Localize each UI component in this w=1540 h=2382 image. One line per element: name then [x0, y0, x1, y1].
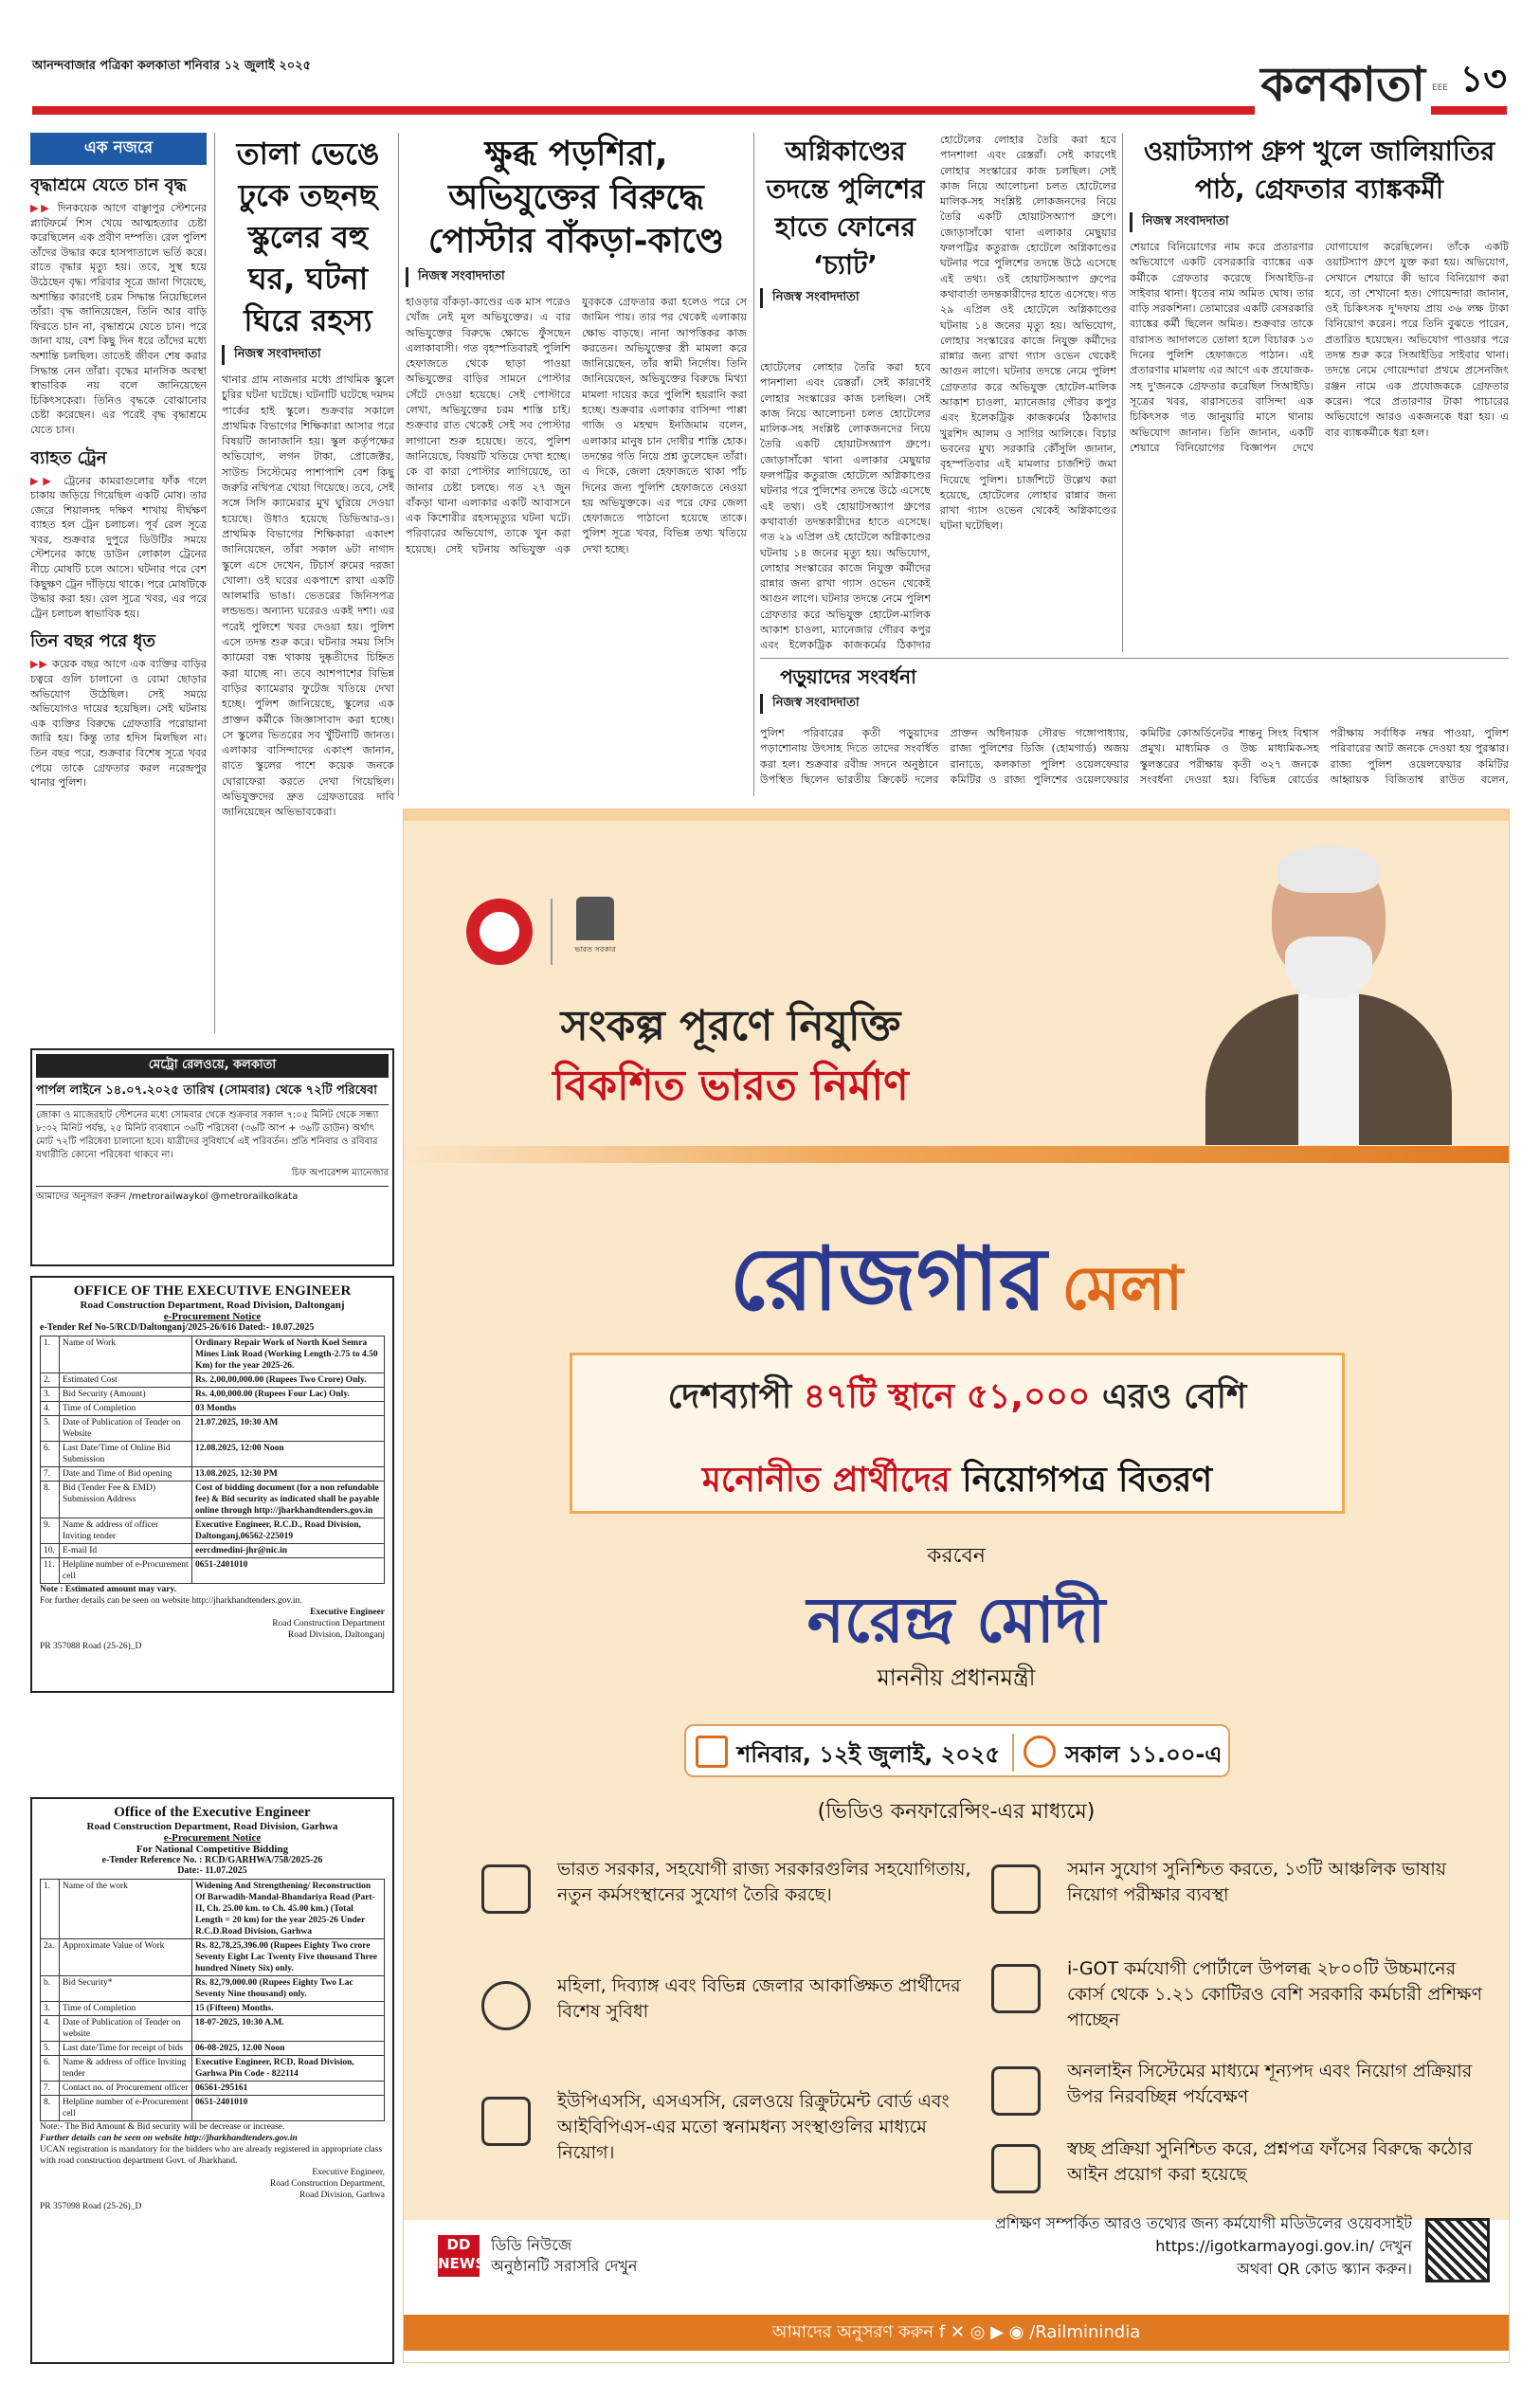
- tender-cell-n: 8.: [41, 2096, 60, 2121]
- tender-sign: Executive Engineer: [310, 1608, 385, 1617]
- tender-cell-n: 7.: [41, 2082, 60, 2096]
- tender-cell-label: Name of Work: [60, 1336, 192, 1373]
- tender-cell-value: 0651-2401010: [192, 1558, 385, 1584]
- tender-cell-n: 1.: [41, 1336, 60, 1373]
- tender-cell-label: Bid Security*: [60, 1976, 192, 2002]
- mela-word: মেলা: [1061, 1254, 1184, 1324]
- tender-cell-n: 2a.: [41, 1939, 60, 1976]
- tender-cell-n: 3.: [41, 1388, 60, 1402]
- bullet-icon: ▶▶: [30, 474, 56, 487]
- tender-cell-value: 12.08.2025, 12:00 Noon: [192, 1442, 385, 1467]
- tender-row: [41, 1373, 385, 1388]
- section-title: কলকাতা: [1255, 51, 1431, 118]
- metro-header: মেট্রো রেলওয়ে, কলকাতা: [36, 1054, 389, 1078]
- section-rule: [760, 658, 1509, 659]
- tender-cell-label: Name & address of office Inviting tender: [60, 2056, 192, 2082]
- tender-cell-value: Executive Engineer, RCD, Road Division, Garhwa Pin Code - 822114: [192, 2056, 385, 2082]
- people-icon: [481, 1864, 531, 1914]
- ad-ribbon: [404, 1146, 1509, 1163]
- tender-cell-n: b.: [41, 1976, 60, 2002]
- brief-title: ব্যাহত ট্রেন: [30, 447, 107, 468]
- ad-highlight-box: [570, 1353, 1345, 1514]
- pm-portrait: [1187, 832, 1471, 1145]
- tender-cell-label: Bid Security (Amount): [60, 1388, 192, 1402]
- tender-row: [41, 1467, 385, 1482]
- tender-ucan: UCAN registration is mandatory for the bidders who are already registered in appropriate class with road construction department Govt. of Jharkhand.: [40, 2145, 383, 2166]
- tender-row: [41, 2002, 385, 2016]
- column-rule: [214, 133, 215, 1033]
- story-headline: ওয়াটস্যাপ গ্রুপ খুলে জালিয়াতির পাঠ, গ্রেফতার ব্যাঙ্ককর্মী: [1143, 136, 1495, 205]
- ad-box-line-1: দেশব্যাপী ৪৭টি স্থানে ৫১,০০০ এরও বেশি: [667, 1377, 1247, 1416]
- tender-cell-value: Rs. 4,00,000.00 (Rupees Four Lac) Only.: [192, 1388, 385, 1402]
- tender-row: [41, 2042, 385, 2056]
- tender-dept: Road Construction Department, Road Division, Daltonganj: [80, 1300, 345, 1311]
- tender-sign: Road Division, Garhwa: [299, 2191, 385, 2200]
- event-mode: (ভিডিও কনফারেন্সিং-এর মাধ্যমে): [817, 1800, 1096, 1824]
- tender-row: [41, 1880, 385, 1939]
- tender-cell-n: 6.: [41, 1442, 60, 1467]
- karmayogi-link[interactable]: https://igotkarmayogi.gov.in/ দেখুন: [1155, 2237, 1412, 2255]
- gavel-icon: [991, 2144, 1041, 2193]
- tender-table: [40, 1336, 385, 1584]
- metro-body: জোকা ও মাজেরহাট স্টেশনের মধ্যে সোমবার থেকে শুক্রবার সকাল ৭:০৫ মিনিট থেকে সন্ধ্যা ৮:৩২ মিনিট পর্যন্ত, ২৫ মিনিট ব্যবধানে ৩৬টি পরিষেবা (৩৬টি আপ + ৩৬টি ডাউন) অর্থাৎ মোট ৭২টি পরিষেবা চালানো হবে। যাত্রীদের সুবিধার্থে এই পরিবর্তন। প্রতি শনিবার ও রবিবার যথারীতি কোনো পরিষেবা থাকবে না।: [36, 1110, 379, 1160]
- ad-headline-2: বিকশিত ভারত নির্মাণ: [553, 1062, 909, 1110]
- ad-karben: করবেন: [927, 1544, 986, 1568]
- tender-cell-label: Last Date/Time of Online Bid Submission: [60, 1442, 192, 1467]
- tender-row: [41, 1442, 385, 1467]
- tender-pr: PR 357088 Road (25-26)_D: [40, 1642, 142, 1651]
- emblem-caption: ভারত সরকার: [574, 945, 616, 954]
- tender-row: [41, 1544, 385, 1558]
- social-handle[interactable]: /Railminindia: [1029, 2322, 1141, 2342]
- ad-feature: ইউপিএসসি, এসএসসি, রেলওয়ে রিক্রুটমেন্ট বোর্ড এবং আইবিপিএস-এর মতো স্বনামধন্য সংস্থাগুলির মাধ্যমে নিয়োগ।: [481, 2089, 984, 2193]
- tender-cell-n: 11.: [41, 1558, 60, 1584]
- tender-sign: Road Construction Department: [272, 1619, 385, 1628]
- tender-cell-label: Time of Completion: [60, 1402, 192, 1416]
- bullet-icon: ▶▶: [30, 202, 52, 214]
- event-when: [684, 1724, 1230, 1777]
- ad-feature: ভারত সরকার, সহযোগী রাজ্য সরকারগুলির সহযোগিতায়, নতুন কর্মসংস্থানের সুযোগ তৈরি করছে।: [481, 1857, 984, 1961]
- tender-row: [41, 1416, 385, 1442]
- tender-cell-label: E-mail Id: [60, 1544, 192, 1558]
- tender-title: OFFICE OF THE EXECUTIVE ENGINEER: [73, 1283, 352, 1299]
- ad-social-bar: আমাদের অনুসরণ করুন f ✕ ◎ ▶ ◉ /Railminindia: [404, 2315, 1509, 2351]
- tender-row: [41, 2082, 385, 2096]
- ad-headline-1: সংকল্প পূরণে নিযুক্তি: [560, 1002, 901, 1050]
- sidebar-briefs: [30, 133, 207, 1033]
- brief-text: ▶▶ ট্রেনের কামরাগুলোর ফাঁক গলে চাকায় জড়িয়ে গিয়েছিল একটি মোষ। তার জেরে শিয়ালদহ দক্ষিণ শাখায় দীর্ঘক্ষণ ব্যাহত হল ট্রেন চলাচল। পূর্ব রেল সূত্রে খবর, শুক্রবার দুপুরে ডিউটির সময়ে স্টেশনের কাছে ডাউন লোকাল ট্রেনের নীচে মোষটি চলে আসে। ঘটনার পরে বেশ কিছুক্ষণ ট্রেন দাঁড়িয়ে থাকে। পরে মোষটিকে উদ্ধার করা হয়। রেল সূত্রে খবর, এর পরে ট্রেন চলাচল স্বাভাবিক হয়।: [30, 474, 207, 620]
- story-byline: নিজস্ব সংবাদদাতা: [222, 345, 394, 365]
- tender-cell-n: 4.: [41, 1402, 60, 1416]
- ad-feature: অনলাইন সিস্টেমের মাধ্যমে শূন্যপদ এবং নিয়োগ প্রক্রিয়ার উপর নিরবচ্ছিন্ন পর্যবেক্ষণ: [991, 2059, 1494, 2163]
- tender-cell-value: 03 Months: [192, 1402, 385, 1416]
- tender-row: [41, 1558, 385, 1584]
- tender-note: Note : Estimated amount may vary.: [40, 1585, 177, 1594]
- brief-text: ▶▶ কয়েক বছর আগে এক ব্যক্তির বাড়ির চত্বরে গুলি চালানো ও বোমা ছোড়ার অভিযোগ উঠেছিল। সেই সময়ে অভিযোগও দায়ের হয়েছিল। সেই ঘটনায় এক ব্যক্তির বিরুদ্ধে গ্রেফতারি পরোয়ানা জারি হয়। কিন্তু তার হদিস মিলছিল না। তিন বছর পরে, শুক্রবার বিশেষ সূত্রে খবর পেয়ে তাকে গ্রেফতার করল নরেন্দ্রপুর থানার পুলিশ।: [30, 658, 207, 790]
- tender-cell-label: Approximate Value of Work: [60, 1939, 192, 1976]
- rozgar-mela-title: [404, 1211, 1509, 1357]
- rozgar-word: রোজগার: [729, 1228, 1047, 1330]
- masthead: [32, 51, 1507, 125]
- tender-cell-label: Contact no. of Procurement officer: [60, 2082, 192, 2096]
- tender-cell-value: 18-07-2025, 10:30 A.M.: [192, 2016, 385, 2042]
- column-rule: [1122, 133, 1123, 652]
- tender-cell-label: Last date/Time for receipt of bids: [60, 2042, 192, 2056]
- tender-cell-n: 5.: [41, 2042, 60, 2056]
- tender-cell-n: 1.: [41, 1880, 60, 1939]
- tender-row: [41, 1388, 385, 1402]
- tender-cell-n: 2.: [41, 1373, 60, 1388]
- tender-row: [41, 1518, 385, 1544]
- story-body: শেয়ারে বিনিয়োগের নাম করে প্রতারণার অভিযোগে একটি বেসরকারি ব্যাঙ্কের এক কর্মীকে গ্রেফতার করেছে সিআইডি-র সাইবার থানা। ধৃতের নাম অমিত ঘোষ। তার বাড়ি সরকশিনা। তোমারের একটি বেসরকারি ব্যাঙ্কের কর্মী ছিলেন অমিত। শুক্রবার তাকে বারাসত আদালতে তোলা হলে বিচারক ১৩ দিনের পুলিশি হেফাজতে পাঠান। এই প্রতারণার মামলায় এর আগে এক প্রযোজক-সহ দু'জনকে গ্রেফতার করেছিল সিআইডি। সূত্রের খবর, বারাসতের বাসিন্দা এক চিকিৎসক গত জানুয়ারি মাসে থানায় অভিযোগ জানান। তিনি জানান, একটি শেয়ারে বিনিয়োগের বিজ্ঞাপন দেখে যোগাযোগ করেছিলেন। তাঁকে একটি ওয়াটস্যাপ গ্রুপে যুক্ত করা হয়। অভিযোগ, সেখানে শেয়ারে কী ভাবে বিনিয়োগ করা হবে, তা শেখানো হত। গোয়েন্দারা জানান, ওই চিকিৎসক দু'দফায় প্রায় ৩৬ লক্ষ টাকা বিনিয়োগ করেন। পরে তিনি বুঝতে পারেন, প্রতারিত হয়েছেন। অভিযোগ পাওয়ার পরে তদন্ত শুরু করে সিআইডির সাইবার থানা। তদন্তে নেমে গোয়েন্দারা প্রথমে প্রসেনজিৎ রঞ্জন নামে এক প্রযোজককে গ্রেফতার করেন। পরে প্রতারণার টাকা পাচারের অভিযোগে আরও একজনকে ধরা হয়। এ বার ব্যাঙ্ককর্মীকে ধরা হল।: [1130, 241, 1509, 454]
- story-whatsapp-fraud: [1130, 133, 1509, 652]
- tender-row: [41, 1336, 385, 1373]
- tender-row: [41, 1402, 385, 1416]
- clock-icon: [1024, 1736, 1056, 1768]
- ad-feature: i-GOT কর্মযোগী পোর্টালে উপলব্ধ ২৮০০টি উচ্চমানের কোর্স থেকে ১.২১ কোটিরও বেশি সরকারি কর্মচারী প্রশিক্ষণ পাচ্ছেন: [991, 1956, 1494, 2061]
- story-headline: তালা ভেঙে ঢুকে তছনছ স্কুলের বহু ঘর, ঘটনা ঘিরে রহস্য: [236, 136, 380, 338]
- railway-logo-icon: [466, 899, 533, 965]
- dd-news-text: ডিডি নিউজে অনুষ্ঠানটি সরাসরি দেখুন: [491, 2236, 638, 2275]
- emblem-seal-icon: [576, 897, 614, 940]
- page-number: ১৩: [1459, 58, 1507, 100]
- tender-sign: Executive Engineer,: [312, 2168, 385, 2177]
- tender-cell-label: Time of Completion: [60, 2002, 192, 2016]
- karmayogi-info: প্রশিক্ষণ সম্পর্কিত আরও তথ্যের জন্য কর্মযোগী মডিউলের ওয়েবসাইট https://igotkarmayogi.gov.in/ দেখুন অথবা QR কোড স্ক্যান করুন।: [994, 2214, 1412, 2278]
- tender-cell-n: 6.: [41, 2056, 60, 2082]
- tender-cell-label: Date and Time of Bid opening: [60, 1467, 192, 1482]
- tender-cell-label: Name of the work: [60, 1880, 192, 1939]
- story-byline: নিজস্ব সংবাদদাতা: [760, 288, 931, 308]
- tender-row: [41, 1482, 385, 1518]
- tender-cell-value: Ordinary Repair Work of North Koel Semra Mines Link Road (Working Length-2.75 to 4.50 Km) for the year 2025-26.: [192, 1336, 385, 1373]
- brief-text: ▶▶ দিনকয়েক আগে বাঞ্ছাপুর স্টেশনের প্ল্যাটফর্মে শিস খেয়ে আত্মহত্যার চেষ্টা করেছিলেন এক প্রবীণ দম্পতি। রেল পুলিশ তাঁদের উদ্ধার করে হাসপাতালে ভর্তি করে। রাতে বৃদ্ধার মৃত্যু হয়। তবে, সুস্থ হয়ে উঠেছেন বৃদ্ধ। পরিবার সূত্রে জানা গিয়েছে, অশান্তির কারণেই চরম সিদ্ধান্ত নিয়েছিলেন তাঁরা। বৃদ্ধ জানিয়েছেন, তিনি আর বাড়ি ফিরতে চান না, বৃদ্ধাশ্রমে যেতে চান। পরে জানা যায়, বেশ কিছু দিন ধরে তাঁদের মধ্যে অশান্তি চলছিল। তাতেই জীবন শেষ করার সিদ্ধান্ত নেন তাঁরা। বৃদ্ধের মানসিক অবস্থা স্বাভাবিক নয় বলে জানিয়েছেন চিকিৎসকেরা। তিনিও বৃদ্ধকে বোঝানোর চেষ্টা করেছেন। এর পরেই বৃদ্ধ বৃদ্ধাশ্রমে যেতে চান।: [30, 202, 207, 436]
- exam-icon: [481, 2097, 531, 2146]
- event-date: শনিবার, ১২ই জুলাই, ২০২৫: [737, 1741, 1001, 1768]
- emblem-icon: [567, 897, 624, 961]
- metro-notice: [30, 1048, 394, 1266]
- story-fire-continued: হোটেলের লোহার তৈরি করা হবে পানশালা এবং রেস্তরাঁ। সেই কারণেই লোহার সংস্কারের কাজ চলছিল। সেই কাজ নিয়ে আলোচনা চলত হোটেলের মালিক-সহ সংশ্লিষ্ট লোকজনদের নিয়ে তৈরি একটি হোয়াটসঅ্যাপ গ্রুপে। জোড়াসাঁকো থানা এলাকার মেছুয়ার ফলপট্টির কতুরাজ হোটেলে অগ্নিকাণ্ডের ঘটনার পরে পুলিশের তদন্তে উঠে এসেছে এই তথ্য। ওই হোয়াটসঅ্যাপ গ্রুপের কথাবার্তা তদন্তকারীদের হাতে এসেছে। গত ২৯ এপ্রিল ওই হোটেলে অগ্নিকাণ্ডের ঘটনায় ১৪ জনের মৃত্যু হয়। অভিযোগ, লোহার সংস্কারের কাজে নিযুক্ত কর্মীদের রান্নার জন্য রাখা গ্যাস ওভেন থেকেই আগুন লাগে। ঘটনার তদন্তে নেমে পুলিশ গ্রেফতার করে অভিযুক্ত হোটেল-মালিক আকাশ চাওলা, ম্যানেজার গৌরব কপুর এবং ইলেকট্রিক কাজকর্মের ঠিকাদার খুরশিদ আলম ও সাগির আলিকে। বিচার ভবনের মুখ্য সরকারি কৌঁসুলি জানান, বৃহস্পতিবার এই মামলার চার্জশিট জমা দিয়েছে পুলিশ। চার্জশিটে উল্লেখ করা হয়েছে, হোটেলের লোহার রান্নার জন্য রাখা গ্যাস ওভেন থেকেই অগ্নিকাণ্ডের ঘটনা ঘটেছিল।: [940, 134, 1116, 533]
- monitor-icon: [991, 2066, 1041, 2116]
- story-school-break-in: [222, 133, 394, 1033]
- tender-cell-label: Name & address of officer Inviting tender: [60, 1518, 192, 1544]
- tender-cell-value: Rs. 82,78,25,396.00 (Rupees Eighty Two crore Seventy Eight Lac Twenty Five thousand Three hundred Ninety Six) only.: [192, 1939, 385, 1976]
- logo-separator: [551, 899, 553, 965]
- tender-cell-value: Widening And Strengthening/ Reconstruction Of Barwadih-Mandal-Bhandariya Road (Part-II, Ch. 25.00 km. to Ch. 45.00 km.) (Total Length = 20 km) for the year 2025-26 Under R.C.D.Road Division, Garhwa: [192, 1880, 385, 1939]
- tender-cell-value: Rs. 82,79,000.00 (Rupees Eighty Two Lac Seventy Nine thousand) only.: [192, 1976, 385, 2002]
- tender-ref: e-Tender Reference No. : RCD/GARHWA/758/2025-26: [101, 1855, 323, 1865]
- tender-further: Further details can be seen on website http://jharkhandtenders.gov.in: [40, 2134, 298, 2143]
- ad-top-band: [404, 809, 1509, 821]
- metro-follow: আমাদের অনুসরণ করুন /metrorailwaykol @metrorailkolkata: [36, 1186, 389, 1206]
- training-icon: [991, 1964, 1041, 2013]
- story-byline: নিজস্ব সংবাদদাতা: [760, 694, 936, 714]
- column-rule: [398, 133, 399, 796]
- tender-row: [41, 1976, 385, 2002]
- dd-news-logo: DD NEWS: [438, 2235, 480, 2277]
- story-body: হাওড়ার বাঁকড়া-কাণ্ডের এক মাস পরেও খোঁজ নেই মূল অভিযুক্তের। এ বার অভিযুক্তের বিরুদ্ধে ক্ষোভে ফুঁসছেন এলাকাবাসী। গত বৃহস্পতিবারই পুলিশি হেফাজতে থেকে ছাড়া পাওয়া অভিযুক্তের বাড়ির সামনে পোস্টার সেঁটে দেওয়া হয়েছে। সেই পোস্টারে লেখা, অভিযুক্তের চরম শাস্তি চাই। শুক্রবার রাত থেকেই সেই সব পোস্টার লাগানো শুরু হয়েছে। তবে, পুলিশ জানিয়েছে, বিষয়টি খতিয়ে দেখা হচ্ছে। কে বা কারা পোস্টার লাগিয়েছে, তা জানার চেষ্টা চলছে। গত ২৭ জুন বাঁকড়া থানা এলাকার একটি আবাসনে এক কিশোরীর রহস্যমৃত্যুর ঘটনা ঘটে। পরিবারের অভিযোগ, তাকে খুন করা হয়েছে। সেই ঘটনায় অভিযুক্ত এক যুবককে গ্রেফতার করা হলেও পরে সে জামিন পায়। তার পর থেকেই এলাকায় ক্ষোভ বাড়ছে। নানা আপত্তিকর কাজ করতেন। অভিযুক্তের স্ত্রী মামলা করে জানিয়েছেন, তাঁর স্বামী নির্দোষ। তিনি জানিয়েছেন, অভিযুক্তের বিরুদ্ধে মিথ্যা মামলা দায়ের করে পুলিশি হয়রানি করা হচ্ছে। শুক্রবার এলাকার বাসিন্দা পাপ্পা গাজি ও মহম্মদ ইনজিমাম বলেন, এলাকার মানুষ চান দোষীর শাস্তি হোক। তদন্তের গতি নিয়ে প্রশ্ন তুলেছেন তাঁরা। এ দিকে, জেলা হেফাজতে থাকা পাঁচ দিনের জন্য পুলিশি হেফাজতে নেওয়া হয় অভিযুক্তকে। এর পরে ফের জেলা হেফাজতে পাঠানো হয়েছে তাকে। পুলিশ সূত্রে খবর, বিভিন্ন তথ্য খতিয়ে দেখা হচ্ছে।: [406, 296, 747, 555]
- tender-cell-value: 0651-2401010: [192, 2096, 385, 2121]
- tender-cell-value: 06-08-2025, 12.00 Noon: [192, 2042, 385, 2056]
- metro-signature: চিফ অপারেশন্স ম্যানেজার: [291, 1168, 389, 1178]
- story-head-block: [760, 664, 936, 721]
- tender-row: [41, 2096, 385, 2121]
- tender-cell-value: 21.07.2025, 10:30 AM: [192, 1416, 385, 1442]
- story-poster: [406, 133, 747, 796]
- story-headline: ক্ষুব্ধ পড়শিরা, অভিযুক্তের বিরুদ্ধে পোস্টার বাঁকড়া-কাণ্ডে: [427, 135, 725, 261]
- tender-row: [41, 2016, 385, 2042]
- tender-notice-daltonganj: [30, 1276, 394, 1693]
- ad-feature: সমান সুযোগ সুনিশ্চিত করতে, ১৩টি আঞ্চলিক ভাষায় নিয়োগ পরীক্ষার ব্যবস্থা: [991, 1857, 1494, 1961]
- tender-cell-value: eercdmedini-jhr@nic.in: [192, 1544, 385, 1558]
- story-body: থানার গ্রাম নাজনার মধ্যে প্রাথমিক স্কুলে চুরির ঘটনা ঘটেছে। ঘটনাটি ঘটেছে দমদম পার্কের হাই স্কুলে। শুক্রবার সকালে প্রাথমিক বিভাগের শিক্ষিকারা আসার পরে বিষয়টি জানাজানি হয়। স্কুল কর্তৃপক্ষের অভিযোগ, লগন টাকা, প্রোজেক্টর, সাউন্ড সিস্টেমের পাশাপাশি বেশ কিছু জরুরি নথিপত্র খোয়া গিয়েছে। তবে, সেই সঙ্গে সিসি ক্যামেরার মুখ ঘুরিয়ে দেওয়া হয়েছে। উধাও হয়েছে ডিভিআর-ও। প্রাথমিক বিভাগের শিক্ষিকারা একাংশ জানিয়েছেন, তাঁরা সকাল ৬টা নাগাদ স্কুলে এসে দেখেন, টিচার্স রুমের দরজা খোলা। ওই ঘরের একপাশে রাখা একটি আলমারি ভাঙা। ভেতরের জিনিসপত্র লন্ডভন্ড। অন্যান্য ঘরেরও একই দশা। এর পরেই পুলিশে খবর দেওয়া হয়। পুলিশ এসে তদন্ত শুরু করে। ঘটনার সময় সিসি ক্যামেরা বন্ধ থাকায় দুষ্কৃতীদের চিহ্নিত করা যাচ্ছে না। তবে আশপাশের বিভিন্ন বাড়ির ক্যামেরার ফুটেজ খতিয়ে দেখা হচ্ছে। পুলিশ জানিয়েছে, স্কুলের এক প্রাক্তন কর্মীকে জিজ্ঞাসাবাদ করা হচ্ছে। সে স্কুলের ভিতরের সব খুঁটিনাটি জানত। এলাকার বাসিন্দাদের একাংশ জানান, রাতে স্কুলের পাশে কয়েক জনকে ঘোরাফেরা করতে দেখা গিয়েছিল। অভিযুক্তদের দ্রুত গ্রেফতারের দাবি জানিয়েছেন অভিভাবকেরা।: [222, 373, 394, 819]
- tender-cell-value: 13.08.2025, 12:30 PM: [192, 1467, 385, 1482]
- paper-dateline: আনন্দবাজার পত্রিকা কলকাতা শনিবার ১২ জুলাই ২০২৫: [32, 59, 312, 73]
- tender-pr: PR 357098 Road (25-26)_D: [40, 2202, 142, 2211]
- calendar-icon: [696, 1736, 728, 1768]
- tender-cell-n: 9.: [41, 1518, 60, 1544]
- tender-cell-label: Date of Publication of Tender on Website: [60, 1416, 192, 1442]
- story-body: হোটেলের লোহার তৈরি করা হবে পানশালা এবং রেস্তরাঁ। সেই কারণেই লোহার সংস্কারের কাজ চলছিল। সেই কাজ নিয়ে আলোচনা চলত হোটেলের মালিক-সহ সংশ্লিষ্ট লোকজনদের নিয়ে তৈরি একটি হোয়াটসঅ্যাপ গ্রুপে। জোড়াসাঁকো থানা এলাকার মেছুয়ার ফলপট্টির কতুরাজ হোটেলে অগ্নিকাণ্ডের ঘটনার পরে পুলিশের তদন্তে উঠে এসেছে এই তথ্য। ওই হোয়াটসঅ্যাপ গ্রুপের কথাবার্তা তদন্তকারীদের হাতে এসেছে। গত ২৯ এপ্রিল ওই হোটেলে অগ্নিকাণ্ডের ঘটনায় ১৪ জনের মৃত্যু হয়। অভিযোগ, লোহার সংস্কারের কাজে নিযুক্ত কর্মীদের রান্নার জন্য রাখা গ্যাস ওভেন থেকেই আগুন লাগে। ঘটনার তদন্তে নেমে পুলিশ গ্রেফতার করে অভিযুক্ত হোটেল-মালিক আকাশ চাওলা, ম্যানেজার গৌরব কপুর এবং ইলেকট্রিক কাজকর্মের ঠিকাদার: [760, 361, 931, 652]
- tender-dept: Road Construction Department, Road Division, Garhwa: [86, 1821, 338, 1832]
- tender-cell-n: 5.: [41, 1416, 60, 1442]
- tender-cell-label: Date of Publication of Tender on website: [60, 2016, 192, 2042]
- tender-cell-value: 06561-295161: [192, 2082, 385, 2096]
- pm-title: মাননীয় প্রধানমন্ত্রী: [877, 1664, 1036, 1691]
- story-headline: পড়ুয়াদের সংবর্ধনা: [780, 665, 916, 688]
- brief-title: তিন বছর পরে ধৃত: [30, 631, 155, 652]
- metro-title: পার্পল লাইনে ১৪.০৭.২০২৫ তারিখ (সোমবার) থেকে ৭২টি পরিষেবা: [36, 1082, 389, 1105]
- ad-feature: মহিলা, দিব্যাঙ্গ এবং বিভিন্ন জেলার আকাঙ্ক্ষিত প্রার্থীদের বিশেষ সুবিধা: [481, 1973, 984, 2078]
- qr-code-icon: [1425, 2218, 1490, 2282]
- bullet-icon: ▶▶: [30, 658, 48, 671]
- story-byline: নিজস্ব সংবাদদাতা: [406, 267, 747, 287]
- event-time: সকাল ১১.০০-এ: [1065, 1741, 1223, 1768]
- story-headline: অগ্নিকাণ্ডের তদন্তে পুলিশের হাতে ফোনের ‘চ্যাট’: [766, 136, 925, 281]
- column-rule: [753, 133, 754, 796]
- edition-mark: EEE: [1431, 83, 1448, 93]
- tender-row: [41, 1939, 385, 1976]
- tender-further: For further details can be seen on website http://jharkhandtenders.gov.in.: [40, 1596, 302, 1606]
- story-byline: নিজস্ব সংবাদদাতা: [1130, 212, 1509, 232]
- accessibility-icon: [481, 1981, 531, 2030]
- tender-cell-label: Estimated Cost: [60, 1373, 192, 1388]
- tender-note: Note:- The Bid Amount & Bid security will be decrease or increase.: [40, 2122, 285, 2132]
- ad-feature: স্বচ্ছ প্রক্রিয়া সুনিশ্চিত করে, প্রশ্নপত্র ফাঁসের বিরুদ্ধে কঠোর আইন প্রয়োগ করা হয়েছে: [991, 2137, 1494, 2241]
- sidebar-banner: এক নজরে: [30, 133, 207, 165]
- tender-cell-n: 10.: [41, 1544, 60, 1558]
- tender-cell-label: Helpline number of e-Procurement cell: [60, 2096, 192, 2121]
- tender-ref: e-Tender Ref No-5/RCD/Daltonganj/2025-26/616 Dated:- 10.07.2025: [40, 1322, 315, 1333]
- tender-cell-value: Executive Engineer, R.C.D., Road Division, Daltonganj,06562-225019: [192, 1518, 385, 1544]
- story-student-felicitation: [760, 664, 1509, 801]
- tender-title: Office of the Executive Engineer: [114, 1805, 311, 1820]
- tender-cell-label: Bid (Tender Fee & EMD) Submission Address: [60, 1482, 192, 1518]
- tender-cell-n: 4.: [41, 2016, 60, 2042]
- rozgar-mela-advert: [403, 809, 1510, 2363]
- tender-cell-value: 15 (Fifteen) Months.: [192, 2002, 385, 2016]
- tender-date: Date:- 11.07.2025: [177, 1865, 247, 1876]
- brief-title: বৃদ্ধাশ্রমে যেতে চান বৃদ্ধ: [30, 175, 187, 195]
- tender-notice-garhwa: [30, 1797, 394, 2364]
- tender-cell-label: Helpline number of e-Procurement cell: [60, 1558, 192, 1584]
- tender-cell-value: Rs. 2,00,00,000.00 (Rupees Two Crore) Only.: [192, 1373, 385, 1388]
- tender-table: [40, 1879, 385, 2121]
- tender-notice-label: e-Procurement Notice: [163, 1311, 262, 1322]
- metro-handles: /metrorailwaykol @metrorailkolkata: [128, 1191, 299, 1202]
- tender-sign: Road Construction Department,: [269, 2179, 385, 2189]
- tender-cell-n: 3.: [41, 2002, 60, 2016]
- tender-cell-value: Cost of bidding document (for a non refundable fee) & Bid security as indicated shall be payable online through http://jharkhandtenders.gov.in: [192, 1482, 385, 1518]
- ad-box-line-2: মনোনীত প্রার্থীদের নিয়োগপত্র বিতরণ: [701, 1461, 1213, 1500]
- document-icon: [991, 1864, 1041, 1914]
- tender-row: [41, 2056, 385, 2082]
- social-icons: f ✕ ◎ ▶ ◉: [938, 2322, 1024, 2342]
- tender-cell-n: 8.: [41, 1482, 60, 1518]
- tender-cell-n: 7.: [41, 1467, 60, 1482]
- tender-notice-label: e-Procurement Notice: [163, 1832, 262, 1844]
- tender-sign: Road Division, Daltonganj: [287, 1630, 385, 1640]
- pm-name: নরেন্দ্র মোদী: [806, 1584, 1106, 1657]
- tender-sub: For National Competitive Bidding: [136, 1844, 289, 1855]
- story-body: পুলিশ পরিবারের কৃতী পড়ুয়াদের পড়াশোনায় উৎসাহ দিতে তাদের সংবর্ধিত করা হল। শুক্রবার রবীন্দ্র সদনে অনুষ্ঠানে উপস্থিত ছিলেন ভারতীয় ক্রিকেট দলের প্রাক্তন অধিনায়ক সৌরভ গঙ্গোপাধ্যায়, রাজ্য পুলিশের ডিজি (হোমগার্ড) অজয় রানাডে, কলকাতা পুলিশ ওয়েলফেয়ার কমিটির ও রাজ্য পুলিশের ওয়েলফেয়ার কমিটির কোঅর্ডিনেটর শান্তনু সিংহ বিশ্বাস প্রমুখ। মাধ্যমিক ও উচ্চ মাধ্যমিক-সহ স্কুলস্তরের পরীক্ষায় কৃতী ৩২৭ জনকে সংবর্ধনা দেওয়া হয়। বিভিন্ন বোর্ডের পরীক্ষায় সর্বাধিক নম্বর পাওয়া, পুলিশ পরিবারের আট জনকে দেওয়া হয় পুরস্কার। রাজ্য পুলিশ ওয়েলফেয়ার কমিটির আহ্বায়ক বিজিতাশ্ব রাউত বলেন,: [760, 727, 1509, 786]
